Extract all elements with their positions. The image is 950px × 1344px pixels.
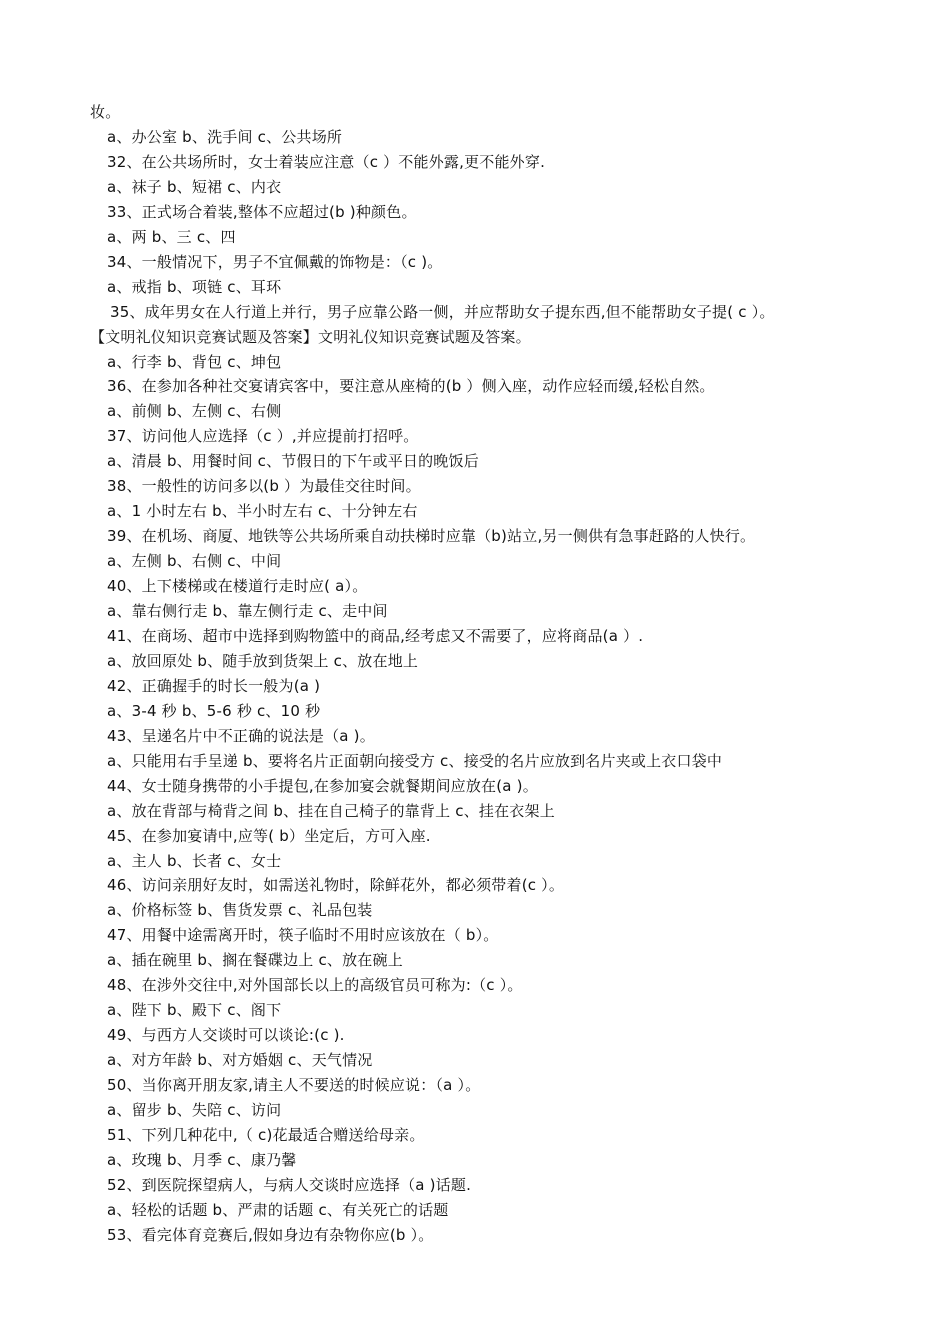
text-line: 妆。 <box>90 103 121 121</box>
text-line: a、玫瑰 b、月季 c、康乃馨 <box>107 1150 297 1169</box>
text-line: 53、看完体育竞赛后,假如身边有杂物你应(b ）。 <box>107 1225 434 1244</box>
text-line: a、对方年龄 b、对方婚姻 c、天气情况 <box>107 1051 373 1070</box>
text-line: 33、正式场合着装,整体不应超过(b )种颜色。 <box>107 202 417 221</box>
text-line: 47、用餐中途需离开时，筷子临时不用时应该放在（ b）。 <box>107 926 499 945</box>
text-line: a、两 b、三 c、四 <box>107 227 236 246</box>
text-line: a、插在碗里 b、搁在餐碟边上 c、放在碗上 <box>107 951 403 970</box>
text-line: a、放在背部与椅背之间 b、挂在自己椅子的靠背上 c、挂在衣架上 <box>107 801 555 820</box>
text-line: a、轻松的话题 b、严肃的话题 c、有关死亡的话题 <box>107 1200 449 1219</box>
text-line: a、清晨 b、用餐时间 c、节假日的下午或平日的晚饭后 <box>107 452 479 471</box>
text-line: a、只能用右手呈递 b、要将名片正面朝向接受方 c、接受的名片应放到名片夹或上衣口袋中 <box>107 751 723 770</box>
text-line: a、办公室 b、洗手间 c、公共场所 <box>107 127 343 146</box>
text-line: 38、一般性的访问多以(b ）为最佳交往时间。 <box>107 477 421 496</box>
text-line: a、袜子 b、短裙 c、内衣 <box>107 177 282 196</box>
text-line: 34、一般情况下，男子不宜佩戴的饰物是：（c )。 <box>107 252 443 271</box>
text-line: 48、在涉外交往中,对外国部长以上的高级官员可称为:（c ）。 <box>107 976 523 995</box>
text-line: 40、上下楼梯或在楼道行走时应( a）。 <box>107 577 368 596</box>
text-line: a、陛下 b、殿下 c、阁下 <box>107 1001 282 1020</box>
text-line: a、1 小时左右 b、半小时左右 c、十分钟左右 <box>107 502 418 521</box>
text-line: 50、当你离开朋友家,请主人不要送的时候应说：（a ）。 <box>107 1076 481 1095</box>
document-title-line: 【文明礼仪知识竞赛试题及答案】文明礼仪知识竞赛试题及答案。 <box>90 327 531 346</box>
text-line: a、价格标签 b、售货发票 c、礼品包装 <box>107 901 373 920</box>
text-line: 51、下列几种花中,（ c)花最适合赠送给母亲。 <box>107 1125 425 1144</box>
text-line: 37、访问他人应选择（c ）,并应提前打招呼。 <box>107 427 419 446</box>
text-line: a、放回原处 b、随手放到货架上 c、放在地上 <box>107 651 419 670</box>
text-line: a、3-4 秒 b、5-6 秒 c、10 秒 <box>107 701 321 720</box>
text-line: 44、女士随身携带的小手提包,在参加宴会就餐期间应放在(a )。 <box>107 776 538 795</box>
text-line: 43、呈递名片中不正确的说法是（a )。 <box>107 726 375 745</box>
text-line: a、戒指 b、项链 c、耳环 <box>107 277 282 296</box>
text-line: 35、成年男女在人行道上并行，男子应靠公路一侧，并应帮助女子提东西,但不能帮助女子提( c ）。 <box>110 302 775 321</box>
text-line: 42、正确握手的时长一般为(a ) <box>107 676 321 695</box>
text-line: a、靠右侧行走 b、靠左侧行走 c、走中间 <box>107 602 388 620</box>
text-line: 46、访问亲朋好友时，如需送礼物时，除鲜花外，都必须带着(c ）。 <box>107 876 565 895</box>
text-line: a、前侧 b、左侧 c、右侧 <box>107 402 282 421</box>
text-line: 39、在机场、商厦、地铁等公共场所乘自动扶梯时应靠（b)站立,另一侧供有急事赶路的人快行。 <box>107 527 756 546</box>
text-line: 36、在参加各种社交宴请宾客中，要注意从座椅的(b ）侧入座，动作应轻而缓,轻松自然。 <box>107 377 715 396</box>
text-line: 45、在参加宴请中,应等( b）坐定后，方可入座. <box>107 826 431 845</box>
text-line: a、主人 b、长者 c、女士 <box>107 851 282 870</box>
text-line: 52、到医院探望病人，与病人交谈时应选择（a )话题. <box>107 1175 472 1194</box>
text-line: a、留步 b、失陪 c、访问 <box>107 1101 282 1119</box>
text-line: a、左侧 b、右侧 c、中间 <box>107 552 282 571</box>
text-line: 41、在商场、超市中选择到购物篮中的商品,经考虑又不需要了，应将商品(a ）. <box>107 626 644 645</box>
text-line: a、行李 b、背包 c、坤包 <box>107 352 282 371</box>
text-line: 32、在公共场所时，女士着装应注意（c ）不能外露,更不能外穿. <box>107 152 546 171</box>
text-line: 49、与西方人交谈时可以谈论:(c ). <box>107 1026 345 1045</box>
